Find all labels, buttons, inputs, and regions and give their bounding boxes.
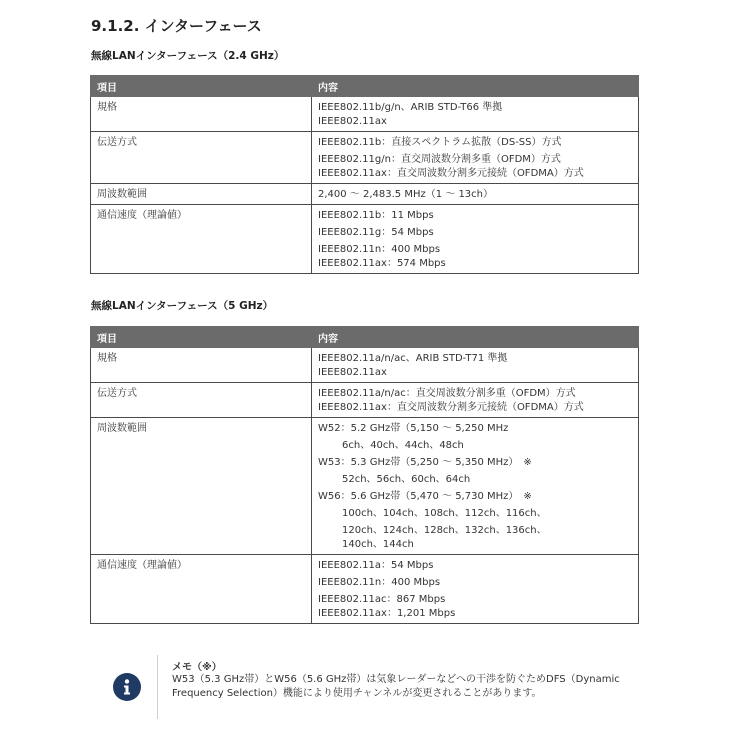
table1-header-content: 内容	[312, 76, 639, 97]
row-label: 伝送方式	[91, 383, 312, 418]
row-content	[312, 184, 639, 205]
content-line: IEEE802.11a/n/ac：直交周波数分割多重（OFDM）方式	[318, 388, 576, 399]
content-line: IEEE802.11b：直接スペクトラム拡散（DS-SS）方式	[318, 137, 562, 148]
content-line: 120ch、124ch、128ch、132ch、136ch、	[342, 525, 547, 536]
row-content	[312, 132, 639, 184]
note-divider	[157, 655, 158, 719]
table1-title: 無線LANインターフェース（2.4 GHz）	[91, 50, 285, 62]
table2-header	[91, 327, 639, 348]
content-line: W52：5.2 GHz帯（5,150 ～ 5,250 MHz	[318, 423, 509, 434]
content-line: W53：5.3 GHz帯（5,250 ～ 5,350 MHz） ※	[318, 457, 532, 468]
content-line: IEEE802.11a/n/ac、ARIB STD-T71 準拠	[318, 353, 508, 364]
row-label: 通信速度（理論値）	[91, 555, 312, 624]
content-line: W56：5.6 GHz帯（5,470 ～ 5,730 MHz） ※	[318, 491, 532, 502]
content-line: 100ch、104ch、108ch、112ch、116ch、	[342, 508, 547, 519]
content-line: 140ch、144ch	[342, 539, 414, 550]
row-label: 周波数範囲	[91, 418, 312, 555]
table-row	[91, 132, 639, 184]
content-line: IEEE802.11ax：1,201 Mbps	[318, 608, 456, 619]
table2-header-item: 項目	[91, 327, 312, 348]
table-row	[91, 418, 639, 555]
content-line: IEEE802.11n：400 Mbps	[318, 244, 441, 255]
table2-header-content: 内容	[312, 327, 639, 348]
table-row	[91, 205, 639, 274]
content-line: IEEE802.11ax	[318, 116, 387, 127]
table-row	[91, 97, 639, 132]
table-row	[91, 184, 639, 205]
content-line: 6ch、40ch、44ch、48ch	[342, 440, 464, 451]
content-line: IEEE802.11g：54 Mbps	[318, 227, 434, 238]
table-row	[91, 383, 639, 418]
content-line: IEEE802.11a：54 Mbps	[318, 560, 434, 571]
table2	[90, 326, 639, 624]
note-heading: メモ（※）	[172, 662, 222, 673]
table-row	[91, 555, 639, 624]
row-content	[312, 418, 639, 555]
table1	[90, 75, 639, 274]
row-label: 周波数範囲	[91, 184, 312, 205]
content-line: IEEE802.11ac：867 Mbps	[318, 594, 446, 605]
row-content	[312, 97, 639, 132]
content-line: IEEE802.11ax：574 Mbps	[318, 258, 446, 269]
row-label: 伝送方式	[91, 132, 312, 184]
content-line: IEEE802.11n：400 Mbps	[318, 577, 441, 588]
note-body: W53（5.3 GHz帯）とW56（5.6 GHz帯）は気象レーダーなどへの干渉を防ぐためDFS（Dynamic Frequency Selection）機能により使用チャンネルが変更されることがあります。	[172, 674, 620, 699]
table-row	[91, 348, 639, 383]
content-line: 2,400 ～ 2,483.5 MHz（1 ～ 13ch）	[318, 189, 494, 200]
content-line: IEEE802.11ax：直交周波数分割多元接続（OFDMA）方式	[318, 402, 584, 413]
content-line: IEEE802.11ax：直交周波数分割多元接続（OFDMA）方式	[318, 168, 584, 179]
table2-title: 無線LANインターフェース（5 GHz）	[91, 300, 274, 312]
content-line: IEEE802.11g/n：直交周波数分割多重（OFDM）方式	[318, 154, 561, 165]
row-content	[312, 348, 639, 383]
row-label: 通信速度（理論値）	[91, 205, 312, 274]
row-content	[312, 205, 639, 274]
row-content	[312, 383, 639, 418]
section-title: 9.1.2. インターフェース	[91, 17, 262, 35]
table1-header-item: 項目	[91, 76, 312, 97]
content-line: IEEE802.11ax	[318, 367, 387, 378]
info-icon	[113, 673, 141, 701]
row-content	[312, 555, 639, 624]
content-line: 52ch、56ch、60ch、64ch	[342, 474, 471, 485]
table1-header	[91, 76, 639, 97]
content-line: IEEE802.11b：11 Mbps	[318, 210, 434, 221]
row-label: 規格	[91, 97, 312, 132]
row-label: 規格	[91, 348, 312, 383]
content-line: IEEE802.11b/g/n、ARIB STD-T66 準拠	[318, 102, 503, 113]
